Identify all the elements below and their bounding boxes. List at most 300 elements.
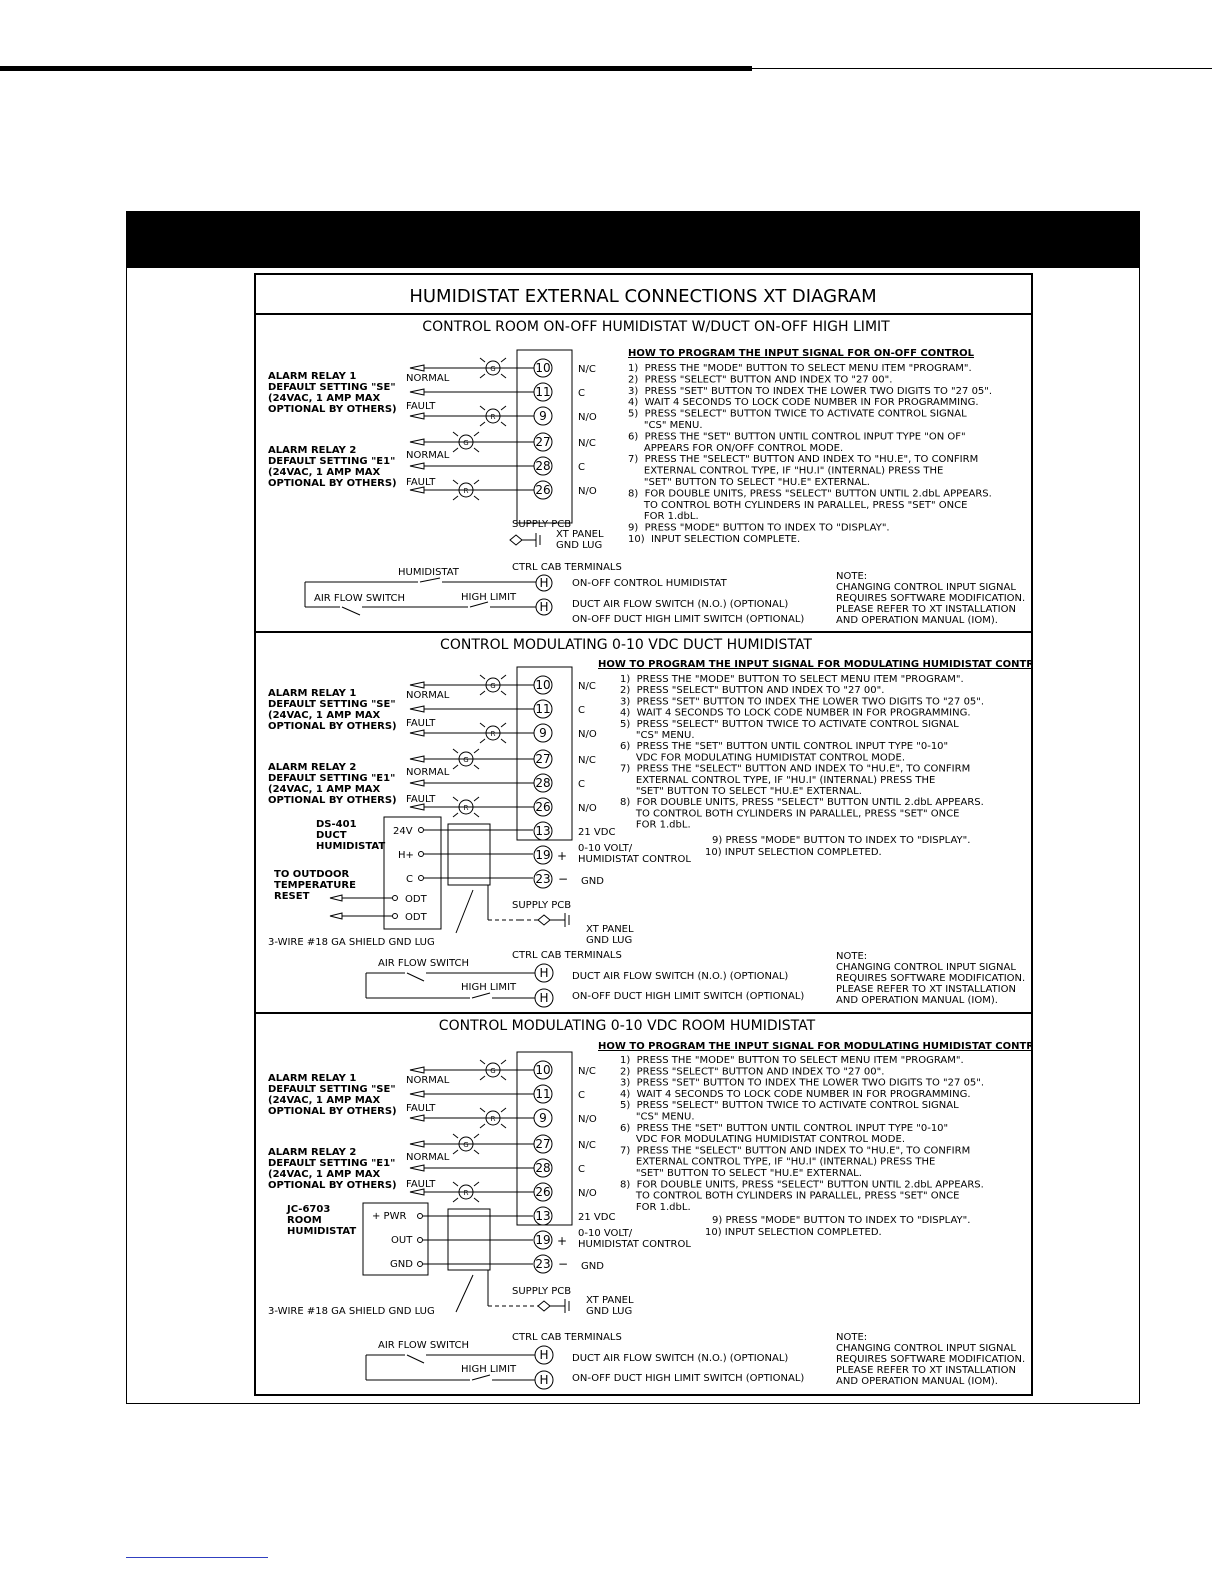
modulating-terminals bbox=[534, 1207, 691, 1273]
pin-label: GND bbox=[390, 1259, 413, 1270]
terminal-number: 10 bbox=[535, 1063, 551, 1077]
mod-label: HUMIDISTAT CONTROL bbox=[578, 1239, 691, 1250]
lamp-letter: R bbox=[463, 1189, 469, 1197]
arrow-icon bbox=[410, 1115, 424, 1121]
lamp-letter: G bbox=[490, 365, 496, 373]
relay-label: (24VAC, 1 AMP MAX bbox=[268, 710, 381, 721]
terminal-number: H bbox=[539, 991, 549, 1005]
step-line: "SET" BUTTON TO SELECT "HU.E" EXTERNAL. bbox=[620, 786, 862, 797]
leader-line bbox=[456, 1275, 473, 1312]
lamp-ray bbox=[453, 480, 458, 484]
lamp-letter: R bbox=[490, 413, 496, 421]
plus-sign: + bbox=[557, 849, 568, 863]
step-line: "CS" MENU. bbox=[628, 420, 703, 431]
note bbox=[836, 1332, 1025, 1387]
note-line: NOTE: bbox=[836, 571, 868, 582]
leader-line bbox=[456, 890, 473, 933]
contact-label: N/O bbox=[578, 1188, 597, 1199]
footer-link-rule bbox=[126, 1557, 268, 1558]
lamp-ray bbox=[474, 1182, 479, 1186]
step-line: 7) PRESS THE "SELECT" BUTTON AND INDEX TO "HU.E", TO CONFIRM bbox=[620, 1145, 971, 1157]
header-rule bbox=[0, 66, 752, 71]
lamp-ray bbox=[474, 1198, 479, 1202]
lamp-ray bbox=[501, 1060, 506, 1064]
section-subtitle: CONTROL ROOM ON-OFF HUMIDISTAT W/DUCT ON-OFF HIGH LIMIT bbox=[422, 319, 890, 335]
step-line: 1) PRESS THE "MODE" BUTTON TO SELECT MENU ITEM "PROGRAM". bbox=[620, 674, 964, 685]
step-line: 1) PRESS THE "MODE" BUTTON TO SELECT MENU ITEM "PROGRAM". bbox=[628, 363, 972, 374]
lamp-ray bbox=[474, 432, 479, 436]
xt-panel-label: XT PANEL bbox=[556, 529, 604, 540]
arrow-icon bbox=[410, 756, 424, 762]
terminal-number: 11 bbox=[535, 702, 551, 716]
program-steps bbox=[620, 674, 984, 831]
lamp-ray bbox=[453, 1134, 458, 1138]
lamp-ray bbox=[480, 1076, 485, 1080]
contact-label: N/C bbox=[578, 755, 596, 766]
terminal-number: 10 bbox=[535, 361, 551, 375]
mod-label: 0-10 VOLT/ bbox=[578, 843, 633, 854]
relay-label: DEFAULT SETTING "E1" bbox=[268, 773, 396, 784]
device-label: DS-401 bbox=[316, 819, 357, 830]
steps-title: HOW TO PROGRAM THE INPUT SIGNAL FOR MODULATING HUMIDISTAT CONTROL bbox=[598, 659, 1031, 670]
relay-label: ALARM RELAY 1 bbox=[268, 371, 357, 382]
relay-label: (24VAC, 1 AMP MAX bbox=[268, 1169, 381, 1180]
note-line: REQUIRES SOFTWARE MODIFICATION. bbox=[836, 973, 1026, 984]
relay-label: (24VAC, 1 AMP MAX bbox=[268, 393, 381, 404]
note-line: PLEASE REFER TO XT INSTALLATION bbox=[836, 604, 1016, 615]
normal-label: NORMAL bbox=[406, 373, 450, 384]
outdoor-label: TO OUTDOOR bbox=[274, 869, 350, 880]
step-line: APPEARS FOR ON/OFF CONTROL MODE. bbox=[628, 442, 844, 454]
lamp-ray bbox=[480, 675, 485, 679]
gnd-lug-label: GND LUG bbox=[556, 540, 603, 551]
contact-label: N/C bbox=[578, 1066, 596, 1077]
switch-icon bbox=[407, 973, 424, 981]
lamp-ray bbox=[480, 739, 485, 743]
supply-pcb-label: SUPPLY PCB bbox=[512, 519, 572, 530]
note-line: PLEASE REFER TO XT INSTALLATION bbox=[836, 984, 1016, 995]
relay-label: OPTIONAL BY OTHERS) bbox=[268, 404, 397, 415]
duct-air-flow-label: DUCT AIR FLOW SWITCH (N.O.) (OPTIONAL) bbox=[572, 1353, 789, 1364]
lamp-ray bbox=[453, 765, 458, 769]
note-line: REQUIRES SOFTWARE MODIFICATION. bbox=[836, 1354, 1026, 1365]
terminal-number: H bbox=[539, 1373, 549, 1387]
step-line: 4) WAIT 4 SECONDS TO LOCK CODE NUMBER IN FOR PROGRAMMING. bbox=[620, 707, 971, 719]
lamp-ray bbox=[501, 422, 506, 426]
step-line: 10) INPUT SELECTION COMPLETE. bbox=[628, 534, 801, 545]
bottom-switches bbox=[366, 950, 804, 1007]
header-thin-rule bbox=[752, 68, 1212, 69]
mod-label: GND bbox=[581, 1261, 604, 1272]
relay-block bbox=[268, 1052, 597, 1225]
relay-label: (24VAC, 1 AMP MAX bbox=[268, 784, 381, 795]
terminal-number: 26 bbox=[535, 800, 551, 814]
lamp-ray bbox=[501, 691, 506, 695]
contact-label: C bbox=[578, 462, 585, 473]
contact-label: C bbox=[578, 1090, 585, 1101]
device-label: JC-6703 bbox=[287, 1204, 331, 1215]
step-line: FOR 1.dbL. bbox=[620, 819, 691, 831]
lamp-ray bbox=[453, 496, 458, 500]
arrow-icon bbox=[410, 389, 424, 395]
lamp-ray bbox=[474, 496, 479, 500]
lamp-letter: R bbox=[490, 1115, 496, 1123]
duct-air-flow-label: DUCT AIR FLOW SWITCH (N.O.) (OPTIONAL) bbox=[572, 599, 789, 610]
section-onoff bbox=[268, 319, 1025, 626]
air-flow-switch-label: AIR FLOW SWITCH bbox=[314, 593, 406, 604]
lamp-ray bbox=[480, 1124, 485, 1128]
wiring-diagram bbox=[254, 273, 1033, 1396]
lamp-ray bbox=[501, 675, 506, 679]
pin-label: ODT bbox=[405, 912, 427, 923]
contact-label: N/C bbox=[578, 364, 596, 375]
relay-label: (24VAC, 1 AMP MAX bbox=[268, 467, 381, 478]
lamp-ray bbox=[453, 749, 458, 753]
terminal-number: 27 bbox=[535, 1137, 551, 1151]
step-line: 5) PRESS "SELECT" BUTTON TWICE TO ACTIVATE CONTROL SIGNAL bbox=[620, 718, 959, 730]
arrow-icon bbox=[410, 1091, 424, 1097]
lamp-ray bbox=[474, 480, 479, 484]
step-10: 10) INPUT SELECTION COMPLETED. bbox=[705, 1227, 882, 1238]
lamp-letter: G bbox=[463, 756, 469, 764]
ctrl-cab-terminals-label: CTRL CAB TERMINALS bbox=[512, 562, 622, 573]
program-steps bbox=[620, 1055, 984, 1213]
pin bbox=[418, 1214, 423, 1219]
bottom-switches bbox=[366, 1332, 804, 1389]
arrow-icon bbox=[410, 439, 424, 445]
pin bbox=[418, 1238, 423, 1243]
step-line: 7) PRESS THE "SELECT" BUTTON AND INDEX TO "HU.E", TO CONFIRM bbox=[628, 454, 979, 466]
normal-label: NORMAL bbox=[406, 690, 450, 701]
pin bbox=[393, 914, 398, 919]
plus-sign: + bbox=[557, 1234, 568, 1248]
lamp-ray bbox=[474, 1134, 479, 1138]
terminal-number: 23 bbox=[535, 872, 551, 886]
relay-label: ALARM RELAY 1 bbox=[268, 688, 357, 699]
pin bbox=[419, 828, 424, 833]
lamp-ray bbox=[453, 797, 458, 801]
lamp-letter: G bbox=[463, 439, 469, 447]
lamp-ray bbox=[453, 1150, 458, 1154]
switch-icon bbox=[420, 578, 440, 582]
normal-label: NORMAL bbox=[406, 1152, 450, 1163]
terminal-number: 9 bbox=[539, 1111, 547, 1125]
note-line: NOTE: bbox=[836, 1332, 868, 1343]
lamp-ray bbox=[480, 422, 485, 426]
lamp-ray bbox=[501, 1076, 506, 1080]
air-flow-switch-label: AIR FLOW SWITCH bbox=[378, 1340, 470, 1351]
arrow-icon bbox=[410, 413, 424, 419]
fault-label: FAULT bbox=[406, 401, 436, 412]
lamp-ray bbox=[474, 1150, 479, 1154]
contact-label: N/O bbox=[578, 412, 597, 423]
lamp-letter: R bbox=[490, 730, 496, 738]
relay-label: ALARM RELAY 2 bbox=[268, 1147, 357, 1158]
onoff-high-limit-label: ON-OFF DUCT HIGH LIMIT SWITCH (OPTIONAL) bbox=[572, 614, 805, 625]
relay-block bbox=[268, 667, 597, 840]
lamp-ray bbox=[480, 1108, 485, 1112]
device-label: HUMIDISTAT bbox=[287, 1226, 357, 1237]
pin-label: OUT bbox=[391, 1235, 413, 1246]
note-line: REQUIRES SOFTWARE MODIFICATION. bbox=[836, 593, 1026, 604]
step-line: "CS" MENU. bbox=[620, 1111, 695, 1123]
arrow-icon bbox=[410, 365, 424, 371]
mod-label: 21 VDC bbox=[578, 1212, 616, 1223]
step-line: 2) PRESS "SELECT" BUTTON AND INDEX TO "27 00". bbox=[620, 1066, 885, 1078]
gnd-lug-label: GND LUG bbox=[586, 1306, 633, 1317]
terminal-number: 9 bbox=[539, 409, 547, 423]
modulating-terminals bbox=[534, 819, 691, 888]
terminal-number: 19 bbox=[535, 1233, 551, 1247]
steps-title: HOW TO PROGRAM THE INPUT SIGNAL FOR MODULATING HUMIDISTAT CONTROL bbox=[598, 1041, 1031, 1052]
normal-label: NORMAL bbox=[406, 450, 450, 461]
xt-panel-label: XT PANEL bbox=[586, 1295, 634, 1306]
terminal-number: 23 bbox=[535, 1257, 551, 1271]
step-line: 1) PRESS THE "MODE" BUTTON TO SELECT MENU ITEM "PROGRAM". bbox=[620, 1055, 964, 1066]
lamp-letter: G bbox=[490, 1067, 496, 1075]
terminal-number: H bbox=[539, 1348, 549, 1362]
supply-pcb-label: SUPPLY PCB bbox=[512, 1286, 572, 1297]
arrow-icon bbox=[410, 730, 424, 736]
device-label: HUMIDISTAT bbox=[316, 841, 386, 852]
pin bbox=[393, 896, 398, 901]
onoff-high-limit-label: ON-OFF DUCT HIGH LIMIT SWITCH (OPTIONAL) bbox=[572, 991, 805, 1002]
duct-air-flow-label: DUCT AIR FLOW SWITCH (N.O.) (OPTIONAL) bbox=[572, 971, 789, 982]
note-line: CHANGING CONTROL INPUT SIGNAL bbox=[836, 582, 1016, 593]
step-line: EXTERNAL CONTROL TYPE, IF "HU.I" (INTERNAL) PRESS THE bbox=[620, 774, 936, 786]
terminal-number: 27 bbox=[535, 435, 551, 449]
arrow-icon bbox=[330, 913, 342, 919]
ctrl-cab-terminals-label: CTRL CAB TERMINALS bbox=[512, 950, 622, 961]
shield-label: 3-WIRE #18 GA SHIELD GND LUG bbox=[268, 937, 435, 948]
pin-label: H+ bbox=[398, 850, 414, 861]
device-label: ROOM bbox=[287, 1215, 322, 1226]
normal-label: NORMAL bbox=[406, 1075, 450, 1086]
step-line: EXTERNAL CONTROL TYPE, IF "HU.I" (INTERNAL) PRESS THE bbox=[628, 465, 944, 477]
relay-label: DEFAULT SETTING "E1" bbox=[268, 456, 396, 467]
step-line: VDC FOR MODULATING HUMIDISTAT CONTROL MODE. bbox=[620, 752, 905, 764]
gnd-lug-icon bbox=[538, 915, 550, 925]
step-line: TO CONTROL BOTH CYLINDERS IN PARALLEL, PRESS "SET" ONCE bbox=[620, 808, 960, 820]
mod-label: 21 VDC bbox=[578, 827, 616, 838]
arrow-icon bbox=[410, 682, 424, 688]
lamp-ray bbox=[480, 691, 485, 695]
lamp-ray bbox=[474, 813, 479, 817]
note-line: AND OPERATION MANUAL (IOM). bbox=[836, 995, 998, 1006]
step-line: 8) FOR DOUBLE UNITS, PRESS "SELECT" BUTTON UNTIL 2.dbL APPEARS. bbox=[628, 488, 992, 500]
step-line: 6) PRESS THE "SET" BUTTON UNTIL CONTROL INPUT TYPE "ON OF" bbox=[628, 431, 966, 443]
step-line: EXTERNAL CONTROL TYPE, IF "HU.I" (INTERNAL) PRESS THE bbox=[620, 1156, 936, 1168]
lamp-ray bbox=[453, 1198, 458, 1202]
relay-block bbox=[268, 350, 597, 523]
step-line: "SET" BUTTON TO SELECT "HU.E" EXTERNAL. bbox=[628, 477, 870, 488]
shield-label: 3-WIRE #18 GA SHIELD GND LUG bbox=[268, 1306, 435, 1317]
normal-label: NORMAL bbox=[406, 767, 450, 778]
section-duct-modulating bbox=[268, 637, 1031, 1007]
air-flow-switch-label: AIR FLOW SWITCH bbox=[378, 958, 470, 969]
step-line: 8) FOR DOUBLE UNITS, PRESS "SELECT" BUTTON UNTIL 2.dbL APPEARS. bbox=[620, 797, 984, 809]
contact-label: N/O bbox=[578, 486, 597, 497]
lamp-ray bbox=[480, 723, 485, 727]
step-line: TO CONTROL BOTH CYLINDERS IN PARALLEL, PRESS "SET" ONCE bbox=[628, 499, 968, 511]
step-line: 3) PRESS "SET" BUTTON TO INDEX THE LOWER TWO DIGITS TO "27 05". bbox=[620, 1077, 985, 1089]
minus-sign: − bbox=[558, 1257, 569, 1271]
relay-label: OPTIONAL BY OTHERS) bbox=[268, 795, 397, 806]
relay-label: OPTIONAL BY OTHERS) bbox=[268, 1106, 397, 1117]
lamp-ray bbox=[453, 432, 458, 436]
switch-icon bbox=[407, 1355, 424, 1363]
terminal-number: 13 bbox=[535, 1209, 551, 1223]
step-line: "SET" BUTTON TO SELECT "HU.E" EXTERNAL. bbox=[620, 1168, 862, 1179]
fault-label: FAULT bbox=[406, 794, 436, 805]
pin-label: + PWR bbox=[372, 1211, 407, 1222]
onoff-control-label: ON-OFF CONTROL HUMIDISTAT bbox=[572, 578, 727, 589]
note-line: AND OPERATION MANUAL (IOM). bbox=[836, 1376, 998, 1387]
diagram-canvas bbox=[256, 275, 1031, 1394]
arrow-icon bbox=[330, 895, 342, 901]
lamp-letter: G bbox=[463, 1141, 469, 1149]
step-line: 8) FOR DOUBLE UNITS, PRESS "SELECT" BUTTON UNTIL 2.dbL APPEARS. bbox=[620, 1179, 984, 1191]
lamp-letter: R bbox=[463, 804, 469, 812]
arrow-icon bbox=[410, 1067, 424, 1073]
step-10: 10) INPUT SELECTION COMPLETED. bbox=[705, 847, 882, 858]
step-line: 6) PRESS THE "SET" BUTTON UNTIL CONTROL INPUT TYPE "0-10" bbox=[620, 741, 949, 753]
lamp-ray bbox=[501, 739, 506, 743]
switch-icon bbox=[472, 1375, 490, 1380]
step-line: FOR 1.dbL. bbox=[620, 1201, 691, 1213]
mod-label: GND bbox=[581, 876, 604, 887]
relay-label: ALARM RELAY 2 bbox=[268, 762, 357, 773]
fault-label: FAULT bbox=[406, 1179, 436, 1190]
humidistat-label: HUMIDISTAT bbox=[398, 567, 459, 578]
relay-label: OPTIONAL BY OTHERS) bbox=[268, 721, 397, 732]
arrow-icon bbox=[410, 1165, 424, 1171]
step-line: 4) WAIT 4 SECONDS TO LOCK CODE NUMBER IN FOR PROGRAMMING. bbox=[628, 397, 979, 409]
step-9: 9) PRESS "MODE" BUTTON TO INDEX TO "DISPLAY". bbox=[712, 835, 971, 846]
contact-label: C bbox=[578, 1164, 585, 1175]
gnd-lug-label: GND LUG bbox=[586, 935, 633, 946]
arrow-icon bbox=[410, 1141, 424, 1147]
terminal-number: 19 bbox=[535, 848, 551, 862]
pin bbox=[418, 1262, 423, 1267]
lamp-ray bbox=[501, 1108, 506, 1112]
step-line: VDC FOR MODULATING HUMIDISTAT CONTROL MODE. bbox=[620, 1134, 905, 1146]
step-line: 6) PRESS THE "SET" BUTTON UNTIL CONTROL INPUT TYPE "0-10" bbox=[620, 1122, 949, 1134]
fault-label: FAULT bbox=[406, 477, 436, 488]
diagram-title: HUMIDISTAT EXTERNAL CONNECTIONS XT DIAGRAM bbox=[409, 286, 877, 307]
contact-label: N/C bbox=[578, 1140, 596, 1151]
relay-label: DEFAULT SETTING "SE" bbox=[268, 1084, 396, 1095]
lamp-ray bbox=[474, 765, 479, 769]
outdoor-label: RESET bbox=[274, 891, 310, 902]
contact-label: C bbox=[578, 779, 585, 790]
relay-label: DEFAULT SETTING "SE" bbox=[268, 699, 396, 710]
terminal-number: 10 bbox=[535, 678, 551, 692]
terminal-number: 11 bbox=[535, 385, 551, 399]
supply-pcb-label: SUPPLY PCB bbox=[512, 900, 572, 911]
terminal-number: 9 bbox=[539, 726, 547, 740]
step-line: 2) PRESS "SELECT" BUTTON AND INDEX TO "27 00". bbox=[628, 374, 893, 386]
terminal-number: 26 bbox=[535, 483, 551, 497]
minus-sign: − bbox=[558, 872, 569, 886]
step-line: 3) PRESS "SET" BUTTON TO INDEX THE LOWER TWO DIGITS TO "27 05". bbox=[628, 385, 993, 397]
pin-label: 24V bbox=[393, 826, 413, 837]
steps-title: HOW TO PROGRAM THE INPUT SIGNAL FOR ON-OFF CONTROL bbox=[628, 348, 975, 359]
h-terminal-label: H bbox=[539, 576, 549, 590]
fault-label: FAULT bbox=[406, 718, 436, 729]
terminal-number: 26 bbox=[535, 1185, 551, 1199]
lamp-letter: R bbox=[463, 487, 469, 495]
lamp-ray bbox=[501, 374, 506, 378]
relay-label: (24VAC, 1 AMP MAX bbox=[268, 1095, 381, 1106]
terminal-number: 28 bbox=[535, 1161, 551, 1175]
pin bbox=[419, 852, 424, 857]
note bbox=[836, 571, 1025, 626]
terminal-number: H bbox=[539, 966, 549, 980]
lamp-ray bbox=[474, 448, 479, 452]
relay-label: ALARM RELAY 2 bbox=[268, 445, 357, 456]
relay-label: DEFAULT SETTING "SE" bbox=[268, 382, 396, 393]
h-terminal-label: H bbox=[539, 600, 549, 614]
lamp-ray bbox=[480, 1060, 485, 1064]
relay-label: DEFAULT SETTING "E1" bbox=[268, 1158, 396, 1169]
step-line: 9) PRESS "MODE" BUTTON TO INDEX TO "DISPLAY". bbox=[628, 522, 890, 534]
step-line: 3) PRESS "SET" BUTTON TO INDEX THE LOWER TWO DIGITS TO "27 05". bbox=[620, 696, 985, 708]
pin-label: ODT bbox=[405, 894, 427, 905]
step-line: 2) PRESS "SELECT" BUTTON AND INDEX TO "27 00". bbox=[620, 685, 885, 697]
lamp-ray bbox=[480, 374, 485, 378]
gnd-lug-icon bbox=[538, 1301, 550, 1311]
lamp-ray bbox=[453, 813, 458, 817]
step-line: 5) PRESS "SELECT" BUTTON TWICE TO ACTIVATE CONTROL SIGNAL bbox=[628, 408, 967, 420]
high-limit-label: HIGH LIMIT bbox=[461, 1364, 517, 1375]
arrow-icon bbox=[410, 463, 424, 469]
section-subtitle: CONTROL MODULATING 0-10 VDC ROOM HUMIDISTAT bbox=[438, 1018, 816, 1034]
relay-label: OPTIONAL BY OTHERS) bbox=[268, 1180, 397, 1191]
lamp-ray bbox=[501, 723, 506, 727]
gnd-lug-icon bbox=[510, 535, 522, 545]
arrow-icon bbox=[410, 706, 424, 712]
high-limit-label: HIGH LIMIT bbox=[461, 592, 517, 603]
figure-header-bar bbox=[127, 212, 1139, 268]
mod-label: 0-10 VOLT/ bbox=[578, 1228, 633, 1239]
step-9: 9) PRESS "MODE" BUTTON TO INDEX TO "DISPLAY". bbox=[712, 1215, 971, 1226]
note-line: CHANGING CONTROL INPUT SIGNAL bbox=[836, 1343, 1016, 1354]
lamp-ray bbox=[453, 1182, 458, 1186]
section-subtitle: CONTROL MODULATING 0-10 VDC DUCT HUMIDISTAT bbox=[440, 637, 812, 653]
note-line: NOTE: bbox=[836, 951, 868, 962]
lamp-ray bbox=[453, 448, 458, 452]
lamp-ray bbox=[501, 406, 506, 410]
program-steps bbox=[628, 363, 992, 545]
lamp-ray bbox=[480, 406, 485, 410]
relay-label: ALARM RELAY 1 bbox=[268, 1073, 357, 1084]
note-line: PLEASE REFER TO XT INSTALLATION bbox=[836, 1365, 1016, 1376]
device-label: DUCT bbox=[316, 830, 347, 841]
contact-label: N/C bbox=[578, 438, 596, 449]
contact-label: N/C bbox=[578, 681, 596, 692]
contact-label: C bbox=[578, 705, 585, 716]
section-room-modulating bbox=[268, 1018, 1031, 1389]
contact-label: N/O bbox=[578, 729, 597, 740]
contact-label: N/O bbox=[578, 1114, 597, 1125]
step-line: 4) WAIT 4 SECONDS TO LOCK CODE NUMBER IN FOR PROGRAMMING. bbox=[620, 1088, 971, 1100]
onoff-high-limit-label: ON-OFF DUCT HIGH LIMIT SWITCH (OPTIONAL) bbox=[572, 1373, 805, 1384]
step-line: 7) PRESS THE "SELECT" BUTTON AND INDEX TO "HU.E", TO CONFIRM bbox=[620, 763, 971, 775]
lamp-letter: G bbox=[490, 682, 496, 690]
contact-label: C bbox=[578, 388, 585, 399]
step-line: 5) PRESS "SELECT" BUTTON TWICE TO ACTIVATE CONTROL SIGNAL bbox=[620, 1100, 959, 1112]
